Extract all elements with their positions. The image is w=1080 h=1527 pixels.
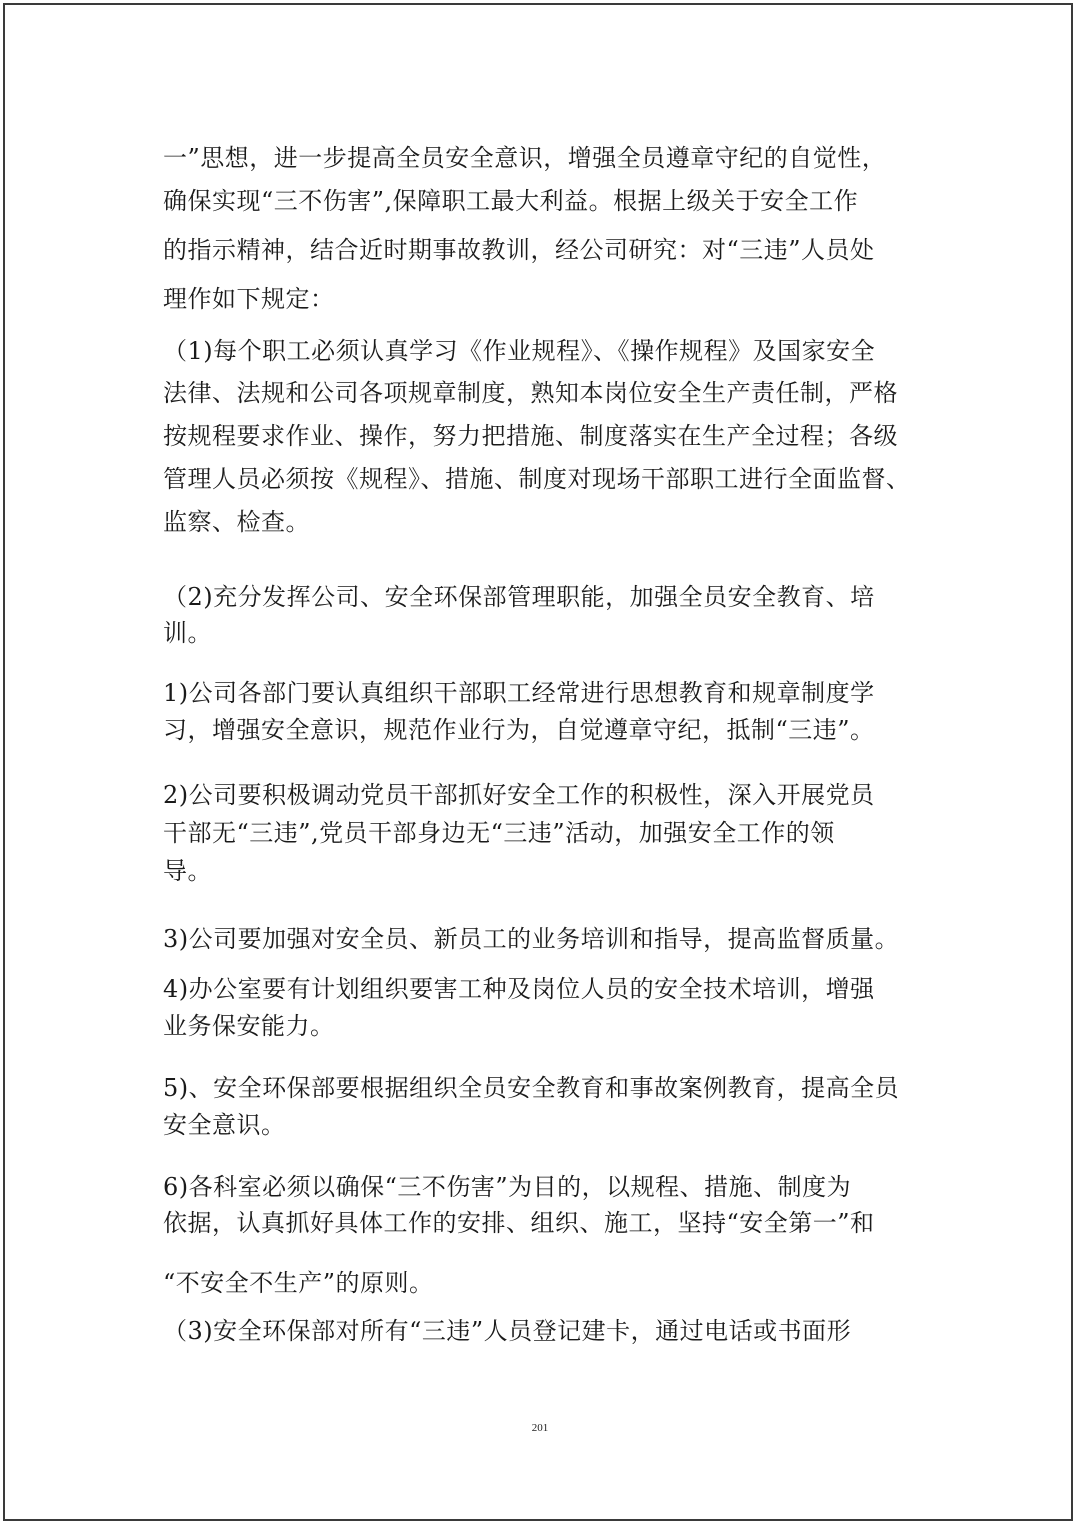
text-line: 安全意识。: [163, 1111, 286, 1139]
text-line: 5)、安全环保部要根据组织全员安全教育和事故案例教育，提高全员: [163, 1074, 900, 1102]
text-line: （2)充分发挥公司、安全环保部管理职能，加强全员安全教育、培: [163, 583, 875, 611]
page-number: 201: [531, 1422, 549, 1434]
text-line: 确保实现“三不伤害”,保障职工最大利益。根据上级关于安全工作: [163, 187, 859, 215]
text-line: 理作如下规定：: [163, 285, 335, 313]
text-line: 导。: [163, 857, 212, 885]
text-line: 管理人员必须按《规程》、措施、制度对现场干部职工进行全面监督、: [163, 465, 911, 493]
text-line: 习，增强安全意识，规范作业行为，自觉遵章守纪，抵制“三违”。: [163, 716, 875, 744]
text-line: 3)公司要加强对安全员、新员工的业务培训和指导，提高监督质量。: [163, 925, 900, 953]
text-line: 监察、检查。: [163, 508, 310, 536]
text-line: 依据，认真抓好具体工作的安排、组织、施工，坚持“安全第一”和: [163, 1209, 875, 1237]
text-line: 干部无“三违”,党员干部身边无“三违”活动，加强安全工作的领: [163, 819, 835, 847]
text-line: 业务保安能力。: [163, 1012, 335, 1040]
text-line: 的指示精神，结合近时期事故教训，经公司研究：对“三违”人员处: [163, 236, 875, 264]
text-line: 法律、法规和公司各项规章制度，熟知本岗位安全生产责任制，严格: [163, 379, 898, 407]
text-line: （1)每个职工必须认真学习《作业规程》、《操作规程》及国家安全: [163, 337, 876, 365]
text-line: 训。: [163, 619, 212, 647]
text-line: 一”思想，进一步提高全员安全意识，增强全员遵章守纪的自觉性，: [163, 144, 887, 172]
text-line: 6)各科室必须以确保“三不伤害”为目的，以规程、措施、制度为: [163, 1173, 852, 1201]
text-line: （3)安全环保部对所有“三违”人员登记建卡，通过电话或书面形: [163, 1317, 852, 1345]
text-line: 按规程要求作业、操作，努力把措施、制度落实在生产全过程；各级: [163, 422, 898, 450]
text-line: “不安全不生产”的原则。: [163, 1269, 434, 1297]
text-line: 1)公司各部门要认真组织干部职工经常进行思想教育和规章制度学: [163, 679, 875, 707]
text-line: 4)办公室要有计划组织要害工种及岗位人员的安全技术培训，增强: [163, 975, 875, 1003]
text-line: 2)公司要积极调动党员干部抓好安全工作的积极性，深入开展党员: [163, 781, 875, 809]
